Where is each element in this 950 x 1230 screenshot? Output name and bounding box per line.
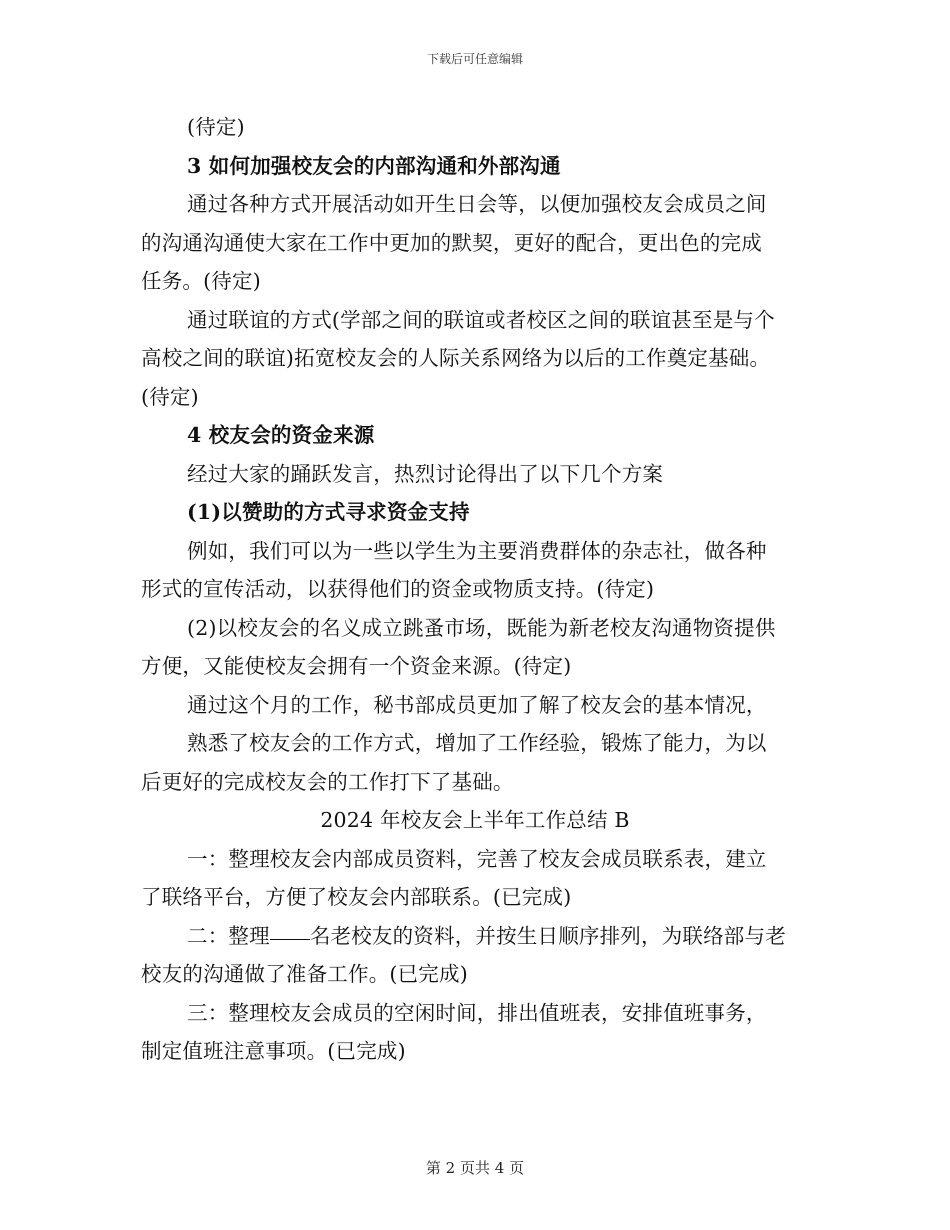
text-line: 制定值班注意事项。(已完成) — [141, 1039, 406, 1063]
text-line: 通过联谊的方式(学部之间的联谊或者校区之间的联谊甚至是与个 — [187, 307, 775, 332]
fill-in-blank — [270, 938, 310, 940]
text-line: 三：整理校友会成员的空闲时间，排出值班表，安排值班事务， — [187, 1000, 767, 1025]
text-line-with-blank — [141, 917, 809, 956]
text-line: 形式的宣传活动，以获得他们的资金或物质支持。(待定) — [141, 577, 655, 601]
section-heading: 3 如何加强校友会的内部沟通和外部沟通 — [187, 153, 561, 178]
text-line: 通过这个月的工作，秘书部成员更加了解了校友会的基本情况， — [187, 692, 767, 717]
text-line: 了联络平台，方便了校友会内部联系。(已完成) — [141, 885, 572, 909]
text-line: 经过大家的踊跃发言，热烈讨论得出了以下几个方案 — [187, 461, 664, 486]
text-line: (待定) — [187, 115, 245, 139]
subsection-heading: (1)以赞助的方式寻求资金支持 — [187, 500, 470, 524]
text-segment: 二：整理 — [187, 923, 270, 948]
section-heading: 4 校友会的资金来源 — [187, 423, 375, 447]
text-line: 通过各种方式开展活动如开生日会等，以便加强校友会成员之间 — [187, 192, 767, 216]
text-line: 校友的沟通做了准备工作。(已完成) — [141, 962, 468, 986]
text-line: 的沟通沟通使大家在工作中更加的默契，更好的配合，更出色的完成 — [141, 230, 762, 255]
text-line: 熟悉了校友会的工作方式，增加了工作经验，锻炼了能力，为以 — [187, 731, 767, 755]
text-line: 任务。(待定) — [141, 269, 261, 293]
text-segment: 名老校友的资料，并按生日顺序排列，为联络部与老 — [309, 923, 786, 948]
page-footer: 第 2 页共 4 页 — [425, 1159, 525, 1177]
text-line: 高校之间的联谊)拓宽校友会的人际关系网络为以后的工作奠定基础。 — [141, 346, 771, 370]
document-body — [141, 108, 809, 1071]
document-title: 2024 年校友会上半年工作总结 B — [320, 808, 630, 832]
text-line: 一：整理校友会内部成员资料，完善了校友会成员联系表，建立 — [187, 846, 767, 871]
page-header: 下载后可任意编辑 — [426, 52, 523, 66]
text-line: 方便，又能使校友会拥有一个资金来源。(待定) — [141, 654, 572, 678]
text-line: 例如，我们可以为一些以学生为主要消费群体的杂志社，做各种 — [187, 538, 767, 563]
text-line: (待定) — [141, 384, 199, 409]
text-line: 后更好的完成校友会的工作打下了基础。 — [141, 769, 514, 794]
text-line: (2)以校友会的名义成立跳蚤市场，既能为新老校友沟通物资提供 — [187, 615, 776, 640]
